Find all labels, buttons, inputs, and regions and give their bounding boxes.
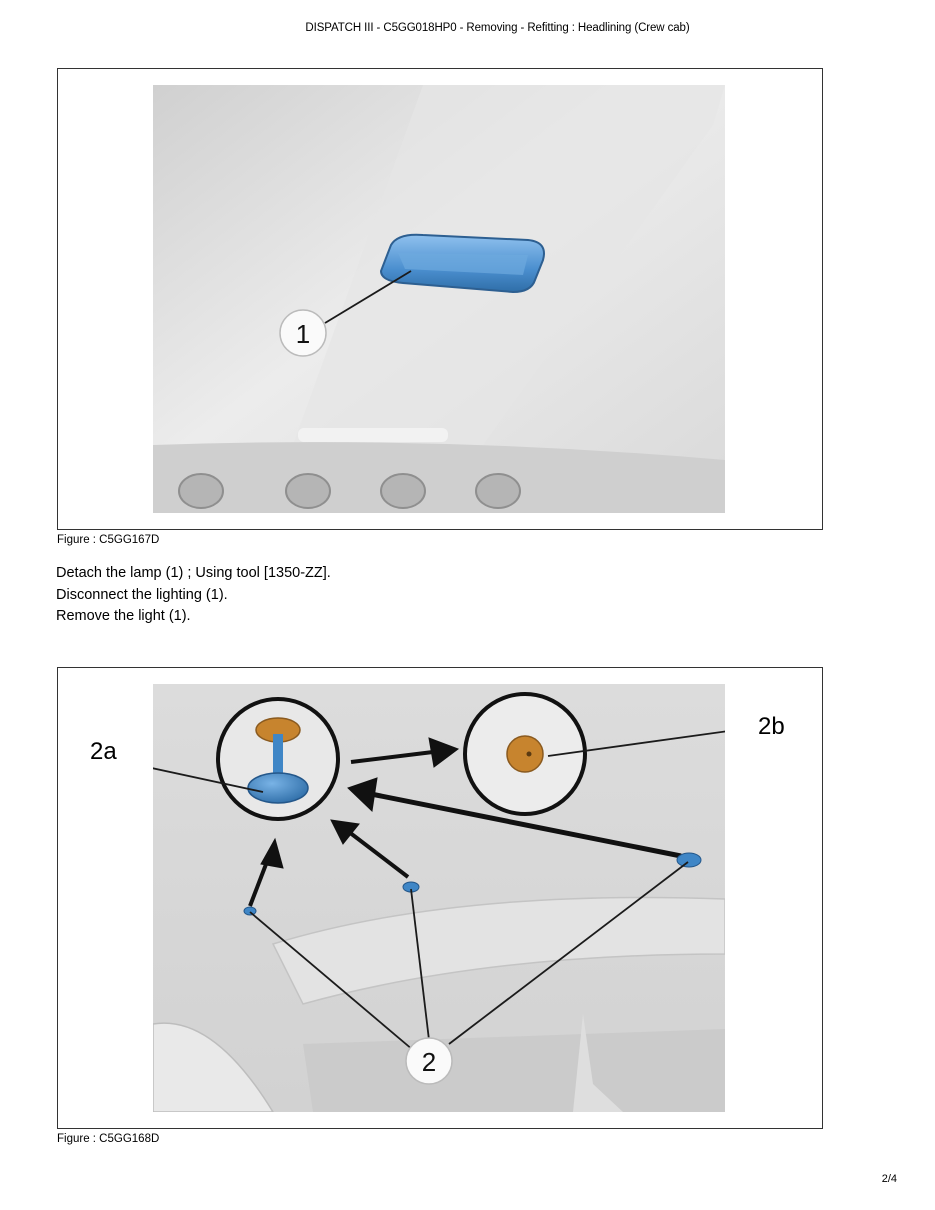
- instruction-step: Detach the lamp (1) ; Using tool [1350-ZZ].: [56, 565, 331, 581]
- figure-1-frame: [57, 68, 823, 530]
- document-header: DISPATCH III - C5GG018HP0 - Removing - Refitting : Headlining (Crew cab): [305, 22, 690, 34]
- figure-2-caption: Figure : C5GG168D: [57, 1133, 160, 1145]
- roof-trim-highlight: [298, 428, 448, 442]
- callout-1-label: 1: [295, 319, 311, 349]
- page-number: 2/4: [881, 1173, 897, 1185]
- figure-2-illustration: [153, 684, 725, 1112]
- figure-2-frame: [57, 667, 823, 1129]
- callout-2b-label: 2b: [758, 713, 785, 740]
- instruction-step: Disconnect the lighting (1).: [56, 586, 228, 603]
- instruction-list: [56, 563, 331, 628]
- clip-marker: [677, 853, 701, 867]
- detail-zoom-2a: [218, 699, 338, 819]
- figure-1-caption: Figure : C5GG167D: [57, 534, 160, 546]
- callout-2-label: 2: [421, 1047, 437, 1077]
- interior-lamp: [381, 235, 544, 292]
- callout-2a-label: 2a: [90, 738, 117, 765]
- clip-marker: [244, 907, 256, 915]
- figure-1-illustration: [153, 85, 725, 513]
- instruction-step: Remove the light (1).: [56, 608, 191, 624]
